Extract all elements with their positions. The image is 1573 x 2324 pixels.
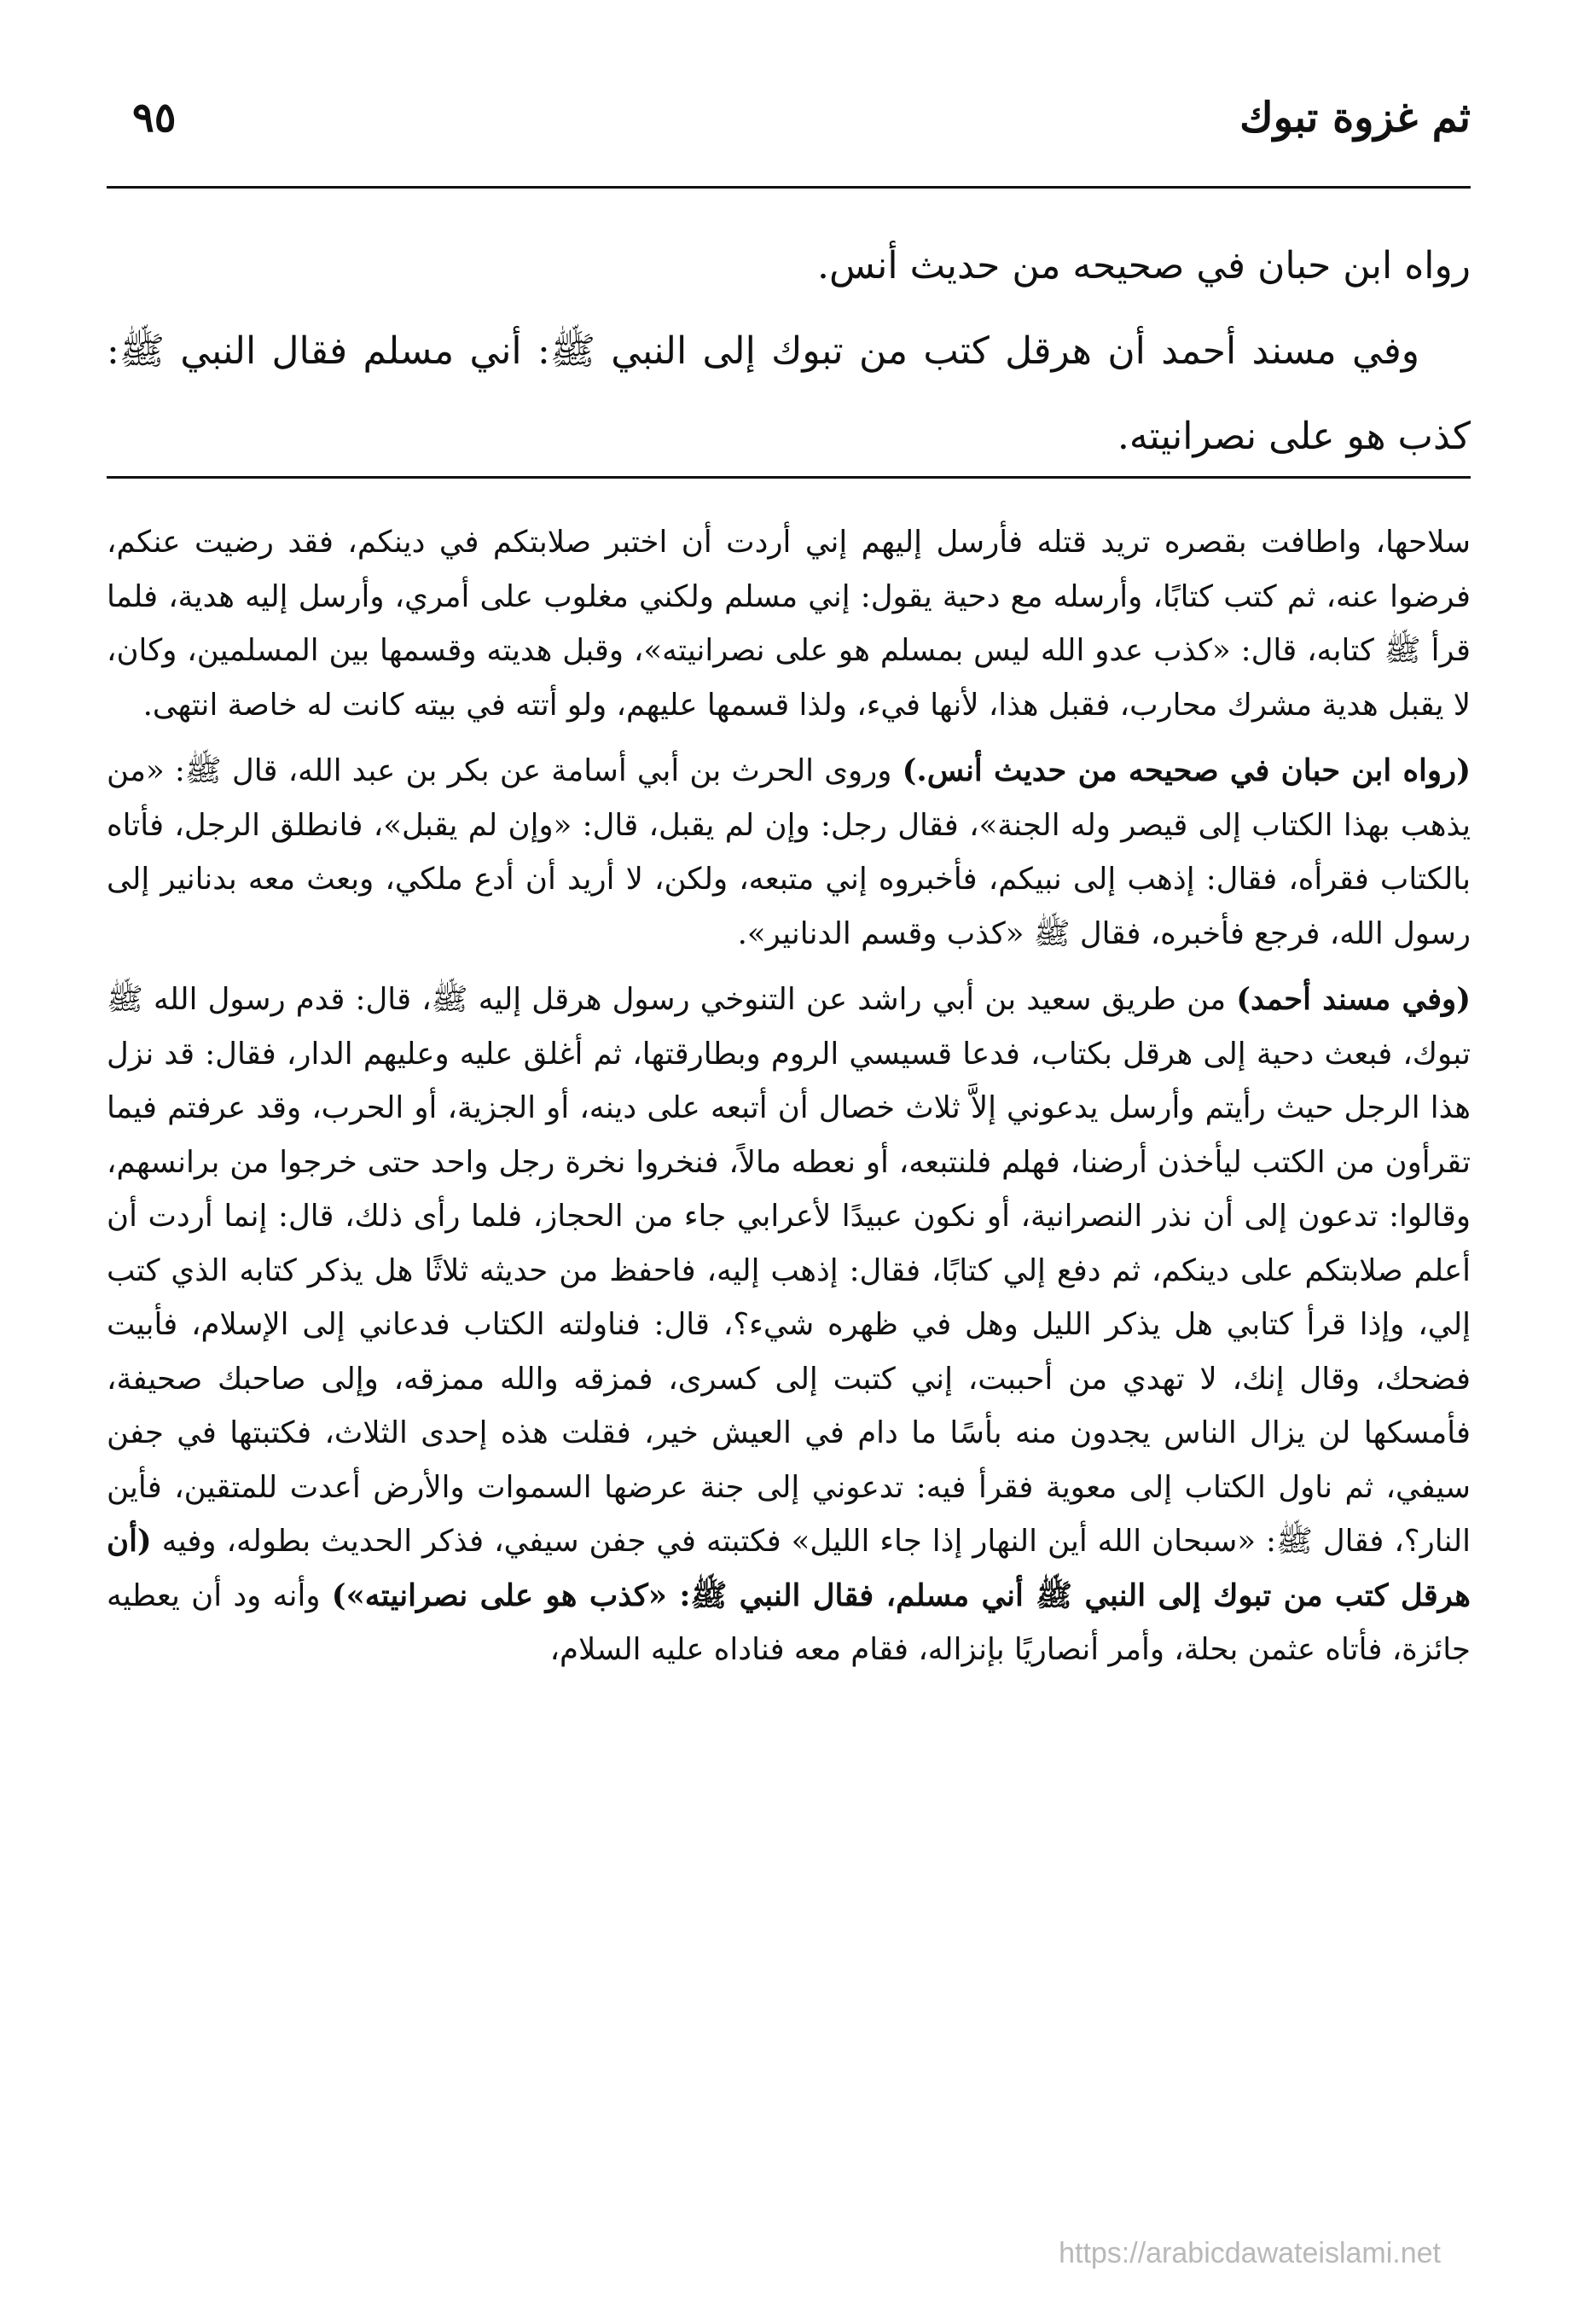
commentary-body: وروى الحرث بن أبي أسامة عن بكر بن عبد الله، قال ﷺ: «من يذهب بهذا الكتاب إلى قيصر وله الجنة»، فقال رجل: وإن لم يقبل، قال: «وإن لم يقبل»، فانطلق الرجل، فأتاه بالكتاب فقرأه، فقال: إذهب إلى نبيكم، فأخبروه إني متبعه، ولكن، لا أريد أن أدع ملكي، وبعث معه بدنانير إلى رسول الله، فرجع فأخبره، فقال ﷺ «كذب وقسم الدنانير». bbox=[107, 753, 1471, 951]
watermark: https://arabicdawateislami.net bbox=[1059, 2237, 1441, 2269]
page-number: ٩٥ bbox=[132, 94, 177, 142]
quoted-matn: (وفي مسند أحمد) bbox=[1236, 982, 1471, 1017]
chapter-title: ثم غزوة تبوك bbox=[1239, 94, 1471, 142]
commentary-paragraph bbox=[107, 973, 1471, 1677]
commentary-body: من طريق سعيد بن أبي راشد عن التنوخي رسول هرقل إليه ﷺ، قال: قدم رسول الله ﷺ تبوك، فبعث دحية إلى هرقل بكتاب، فدعا قسيسي الروم وبطارقتها، ثم أغلق عليه وعليهم الدار، فقال: قد نزل هذا الرجل حيث رأيتم وأرسل يدعوني إلاَّ ثلاث خصال أن أتبعه على دينه، أو الجزية، أو الحرب، وقد عرفتم فيما تقرأون من الكتب ليأخذن أرضنا، فهلم فلنتبعه، أو نعطه مالاً، فنخروا نخرة رجل واحد حتى خرجوا من برانسهم، وقالوا: تدعون إلى أن نذر النصرانية، أو نكون عبيدًا لأعرابي جاء من الحجاز، فلما رأى ذلك، قال: إنما أردت أن أعلم صلابتكم على دينكم، ثم دفع إلي كتابًا، فقال: إذهب إليه، فاحفظ من حديثه ثلاثًا هل يذكر كتابه الذي كتب إلي، وإذا قرأ كتابي هل يذكر الليل وهل في ظهره شيء؟، قال: فناولته الكتاب فدعاني إلى الإسلام، فأبيت فضحك، وقال إنك، لا تهدي من أحببت، إني كتبت إلى كسرى، فمزقه والله ممزقه، وإلى صاحبك صحيفة، فأمسكها لن يزال الناس يجدون منه بأسًا ما دام في العيش خير، فقلت هذه إحدى الثلاث، فكتبتها في جفن سيفي، ثم ناول الكتاب إلى معوية فقرأ فيه: تدعوني إلى جنة عرضها السموات والأرض أعدت للمتقين، فأين النار؟، فقال ﷺ: «سبحان الله أين النهار إذا جاء الليل» فكتبته في جفن سيفي، فذكر الحديث بطوله، وفيه bbox=[107, 982, 1471, 1559]
commentary-text bbox=[107, 515, 1471, 1689]
commentary-body: وأنه ود أن يعطيه جائزة، فأتاه عثمن بحلة، وأمر أنصاريًا بإنزاله، فقام معه فناداه عليه السلام، bbox=[107, 1577, 1471, 1667]
main-text bbox=[107, 224, 1471, 479]
quoted-matn: (رواه ابن حبان في صحيحه من حديث أنس.) bbox=[902, 753, 1471, 788]
quoted-matn: (أن هرقل كتب من تبوك إلى النبي ﷺ أني مسلم، فقال النبي ﷺ: «كذب هو على نصرانيته») bbox=[107, 1524, 1471, 1613]
commentary-paragraph: سلاحها، واطافت بقصره تريد قتله فأرسل إليهم إني أردت أن اختبر صلابتكم في دينكم، فقد رضيت عنكم، فرضوا عنه، ثم كتب كتابًا، وأرسله مع دحية يقول: إني مسلم ولكني مغلوب على أمري، وأرسل إليه هدية، فلما قرأ ﷺ كتابه، قال: «كذب عدو الله ليس بمسلم هو على نصرانيته»، وقبل هديته وقسمها بين المسلمين، وكان، لا يقبل هدية مشرك محارب، فقبل هذا، لأنها فيء، ولذا قسمها عليهم، ولو أتته في بيته كانت له خاصة انتهى. bbox=[107, 525, 1471, 723]
main-text-paragraph: وفي مسند أحمد أن هرقل كتب من تبوك إلى النبي ﷺ: أني مسلم فقال النبي ﷺ: كذب هو على نصرانيته. bbox=[107, 329, 1471, 458]
main-text-line: رواه ابن حبان في صحيحه من حديث أنس. bbox=[817, 244, 1471, 288]
commentary-divider bbox=[107, 476, 1471, 479]
commentary-paragraph bbox=[107, 744, 1471, 961]
running-header bbox=[107, 85, 1471, 179]
header-divider bbox=[107, 186, 1471, 189]
